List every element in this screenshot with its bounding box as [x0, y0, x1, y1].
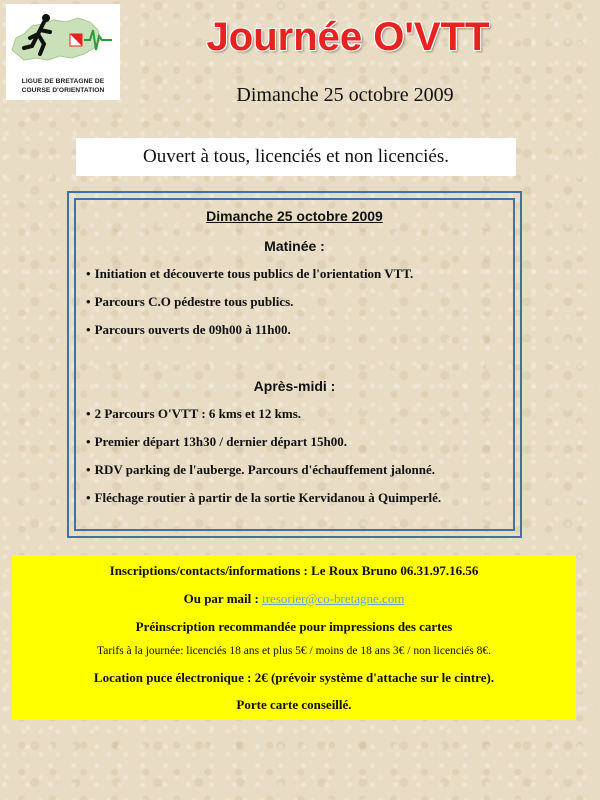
logo-text-line-2: COURSE D'ORIENTATION	[21, 87, 105, 94]
morning-item-text: Initiation et découverte tous publics de l'orientation VTT.	[94, 266, 414, 281]
bullet-icon: •	[86, 294, 91, 309]
afternoon-item	[86, 406, 505, 422]
bullet-icon: •	[86, 406, 91, 421]
preinscription-line: Préinscription recommandée pour impressions des cartes	[135, 619, 453, 634]
bullet-icon: •	[86, 322, 91, 337]
afternoon-item	[86, 490, 505, 506]
bullet-icon: •	[86, 434, 91, 449]
location-line: Location puce électronique : 2€ (prévoir système d'attache sur le cintre).	[93, 670, 495, 685]
morning-item-text: Parcours ouverts de 09h00 à 11h00.	[94, 322, 291, 337]
afternoon-item-text: 2 Parcours O'VTT : 6 kms et 12 kms.	[94, 406, 302, 421]
morning-item	[86, 322, 505, 338]
bullet-icon: •	[86, 266, 91, 281]
bullet-icon: •	[86, 462, 91, 477]
email-link[interactable]: tresorier@co-bretagne.com	[262, 591, 405, 606]
mail-label: Ou par mail :	[183, 591, 259, 606]
league-logo	[6, 4, 120, 100]
page-title: Journée O'VTT	[206, 15, 490, 59]
porte-carte-line: Porte carte conseillé.	[236, 697, 352, 712]
afternoon-item	[86, 462, 505, 478]
event-date: Dimanche 25 octobre 2009	[236, 84, 454, 106]
logo-text-line-1: LIGUE DE BRETAGNE DE	[21, 78, 105, 85]
afternoon-item	[86, 434, 505, 450]
brittany-runner-icon	[6, 4, 120, 74]
mail-line	[12, 591, 576, 607]
program-box-inner-border	[74, 198, 515, 531]
info-box	[12, 555, 576, 720]
open-to-all-banner: Ouvert à tous, licenciés et non licenciés.	[76, 138, 516, 176]
bullet-icon: •	[86, 490, 91, 505]
morning-item	[86, 266, 505, 282]
morning-heading: Matinée :	[264, 238, 325, 254]
program-box	[67, 191, 522, 538]
contacts-line: Inscriptions/contacts/informations : Le Roux Bruno 06.31.97.16.56	[109, 563, 479, 578]
morning-item	[86, 294, 505, 310]
tarifs-line: Tarifs à la journée: licenciés 18 ans et plus 5€ / moins de 18 ans 3€ / non licenciés 8€.	[97, 645, 491, 657]
afternoon-item-text: Premier départ 13h30 / dernier départ 15h00.	[94, 434, 347, 449]
morning-item-text: Parcours C.O pédestre tous publics.	[94, 294, 294, 309]
program-date: Dimanche 25 octobre 2009	[206, 208, 383, 224]
afternoon-item-text: RDV parking de l'auberge. Parcours d'échauffement jalonné.	[94, 462, 435, 477]
afternoon-heading: Après-midi :	[253, 378, 336, 394]
afternoon-item-text: Fléchage routier à partir de la sortie Kervidanou à Quimperlé.	[94, 490, 442, 505]
